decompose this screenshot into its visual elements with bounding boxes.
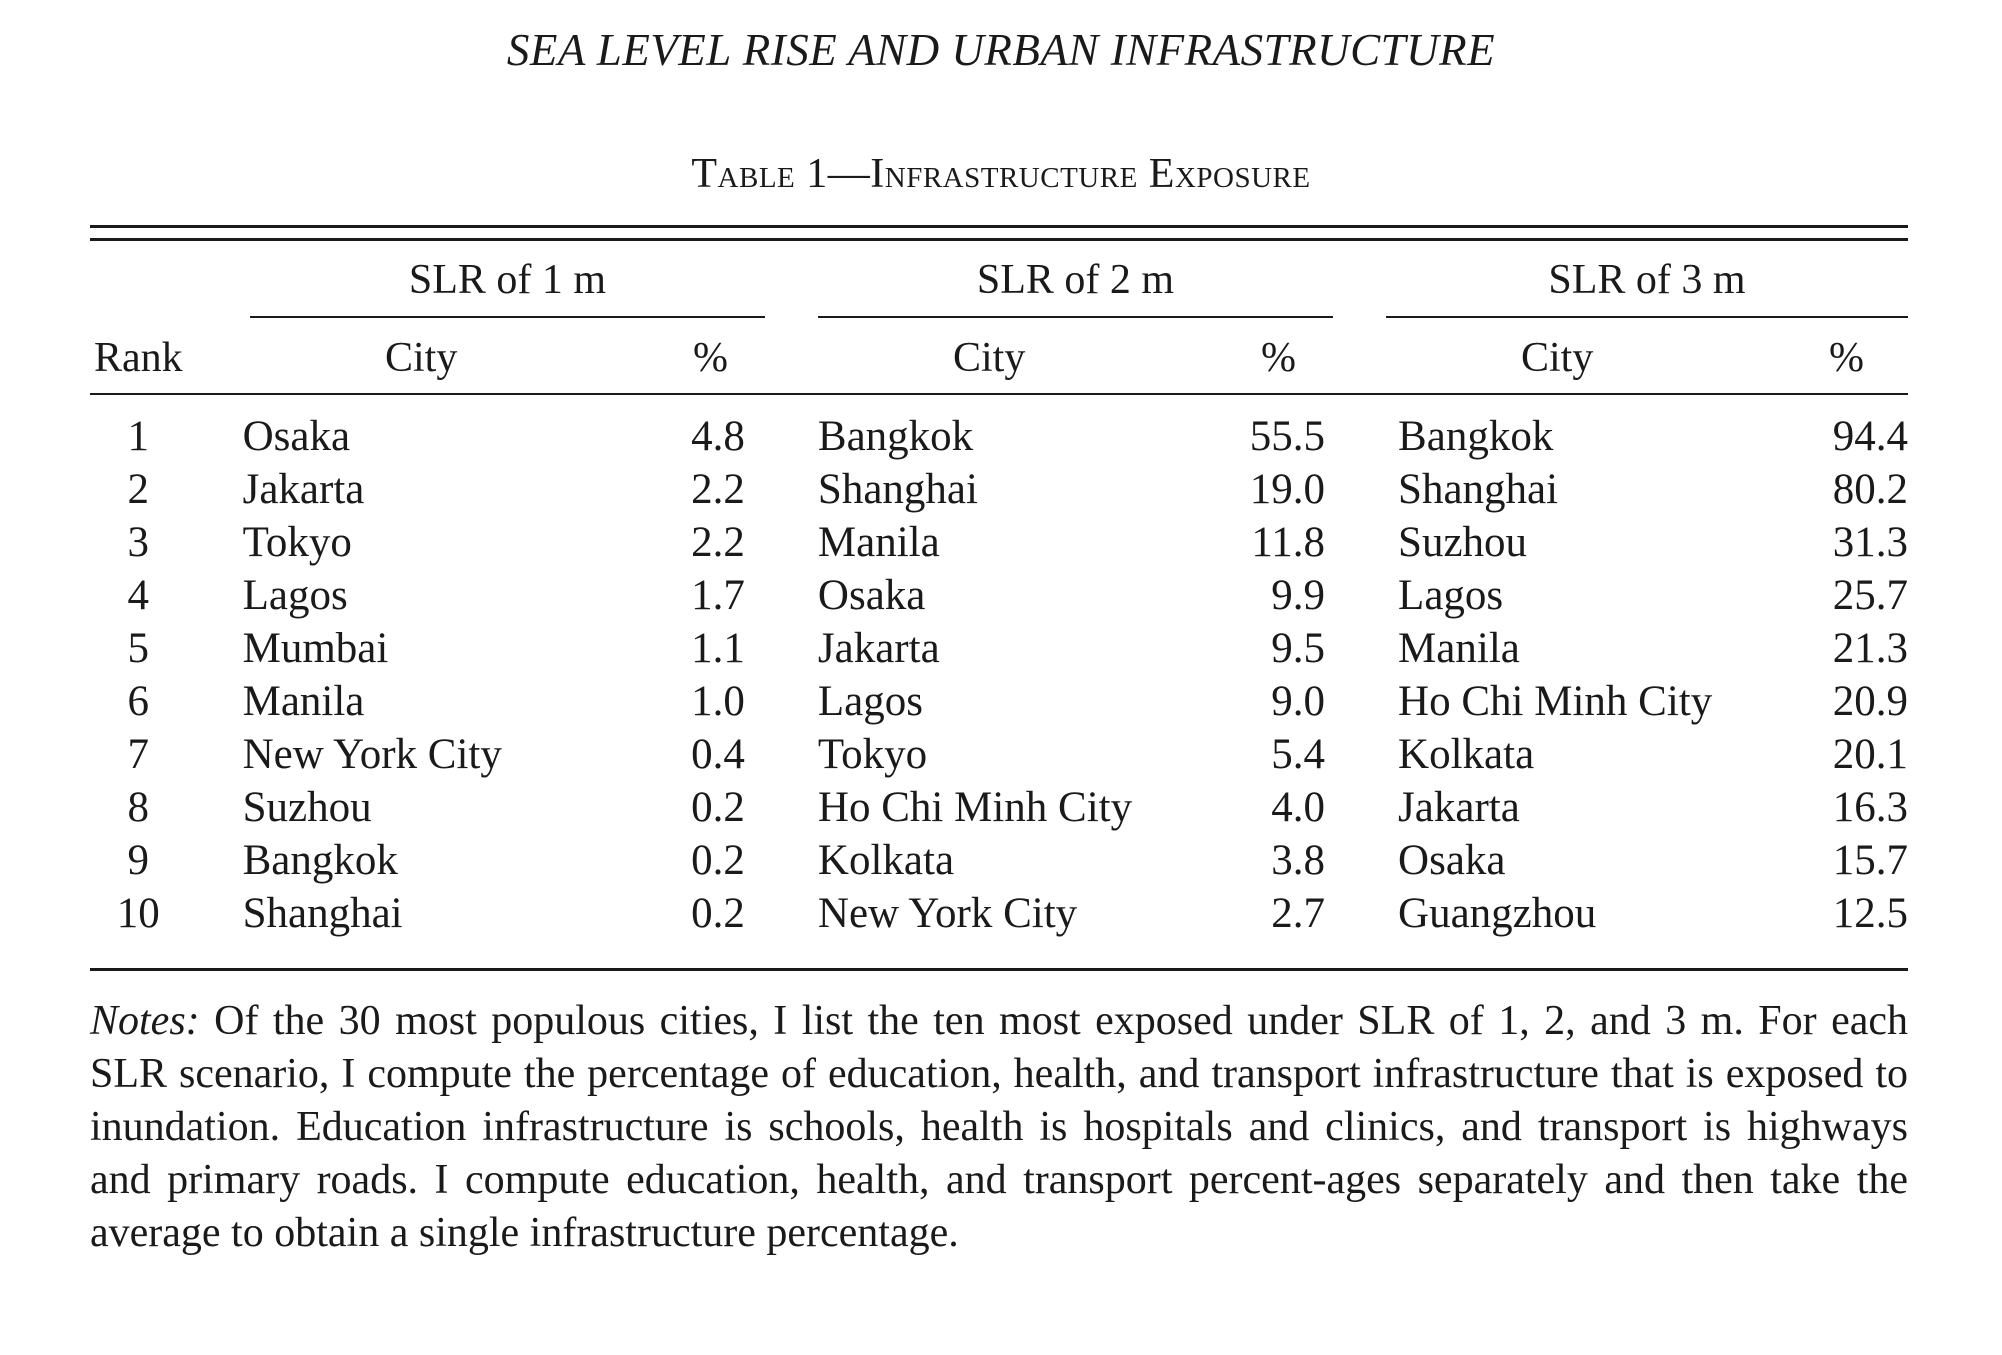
city-2m-cell: Jakarta	[817, 625, 940, 672]
city-2m-cell: Lagos	[817, 678, 923, 725]
city-1m-cell: Manila	[242, 678, 365, 725]
spacer	[1325, 887, 1398, 940]
rank-cell: 3	[127, 519, 149, 566]
rank-cell: 4	[127, 572, 149, 619]
rank-cell: 1	[127, 413, 149, 460]
city-3m-cell: Kolkata	[1398, 731, 1535, 778]
spacer	[186, 569, 242, 622]
pct-1m-cell: 0.2	[691, 890, 745, 937]
spacer	[1325, 781, 1398, 834]
city-2m-cell: Bangkok	[817, 413, 974, 460]
col-head-rank: Rank	[94, 335, 183, 381]
spacer	[745, 569, 818, 622]
city-3m-cell: Lagos	[1398, 572, 1504, 619]
spacer	[1325, 834, 1398, 887]
city-1m-cell: Suzhou	[242, 784, 372, 831]
table-row	[90, 834, 1908, 887]
caption-title: Infrastructure Exposure	[870, 151, 1311, 197]
table-row	[90, 622, 1908, 675]
bottom-rule	[90, 968, 1908, 971]
city-3m-cell: Suzhou	[1398, 519, 1528, 566]
city-1m-cell: New York City	[242, 731, 502, 778]
city-3m-cell: Manila	[1398, 625, 1520, 672]
pct-2m-cell: 2.7	[1271, 890, 1325, 937]
city-1m-cell: Lagos	[242, 572, 348, 619]
pct-3m-cell: 25.7	[1832, 572, 1908, 619]
city-1m-cell: Tokyo	[242, 519, 352, 566]
spacer	[186, 728, 242, 781]
spacer	[186, 887, 242, 940]
city-1m-cell: Jakarta	[242, 466, 365, 513]
header-rule	[90, 393, 1908, 395]
group-head-slr-2m: SLR of 2 m	[976, 257, 1175, 303]
table-caption	[0, 150, 2002, 198]
group-underline-1m	[250, 316, 765, 318]
pct-2m-cell: 19.0	[1249, 466, 1325, 513]
spacer	[186, 463, 242, 516]
spacer	[745, 622, 818, 675]
spacer	[745, 516, 818, 569]
spacer	[186, 781, 242, 834]
pct-1m-cell: 1.0	[691, 678, 745, 725]
city-3m-cell: Ho Chi Minh City	[1398, 678, 1713, 725]
pct-3m-cell: 94.4	[1832, 413, 1908, 460]
city-1m-cell: Osaka	[242, 413, 351, 460]
spacer	[186, 516, 242, 569]
spacer	[745, 728, 818, 781]
table-row	[90, 569, 1908, 622]
spacer	[186, 834, 242, 887]
pct-3m-cell: 21.3	[1832, 625, 1908, 672]
city-2m-cell: Kolkata	[817, 837, 955, 884]
spacer	[745, 781, 818, 834]
city-2m-cell: New York City	[817, 890, 1078, 937]
group-underline-3m	[1386, 316, 1908, 318]
rank-cell: 6	[127, 678, 149, 725]
caption-prefix: Table 1	[691, 151, 828, 197]
table-row	[90, 781, 1908, 834]
rank-cell: 9	[127, 837, 149, 884]
spacer	[1325, 410, 1398, 463]
col-head-city-1m: City	[385, 335, 458, 381]
pct-3m-cell: 20.9	[1832, 678, 1908, 725]
pct-1m-cell: 2.2	[691, 519, 745, 566]
pct-3m-cell: 20.1	[1832, 731, 1908, 778]
col-head-pct-2m: %	[1261, 335, 1296, 381]
notes-label: Notes:	[90, 998, 200, 1044]
pct-3m-cell: 15.7	[1832, 837, 1908, 884]
notes-text: Of the 30 most populous cities, I list the ten most exposed under SLR of 1, 2, and 3 m. For each SLR scenario, I compute the percentage of education, health, and transport infrastructure that is exposed to inundation. Education infrastructure is schools, health is hospitals and clinics, and transport is highways and primary roads. I compute education, health, and transport percent-ages separately and then take the average to obtain a single infrastructure percentage.	[90, 998, 1909, 1256]
spacer	[1325, 675, 1398, 728]
running-head: SEA LEVEL RISE AND URBAN INFRASTRUCTURE	[506, 25, 1496, 75]
spacer	[1325, 728, 1398, 781]
pct-2m-cell: 11.8	[1251, 519, 1325, 566]
group-underline-2m	[818, 316, 1333, 318]
rank-cell: 7	[127, 731, 149, 778]
pct-2m-cell: 4.0	[1271, 784, 1325, 831]
pct-1m-cell: 0.2	[691, 837, 745, 884]
city-2m-cell: Ho Chi Minh City	[817, 784, 1133, 831]
table-body	[90, 410, 1908, 940]
spacer	[1325, 516, 1398, 569]
city-3m-cell: Guangzhou	[1398, 890, 1597, 937]
group-head-slr-3m: SLR of 3 m	[1548, 257, 1746, 303]
group-head-slr-1m: SLR of 1 m	[408, 257, 607, 303]
city-3m-cell: Bangkok	[1398, 413, 1554, 460]
pct-3m-cell: 80.2	[1832, 466, 1908, 513]
pct-1m-cell: 4.8	[691, 413, 745, 460]
pct-1m-cell: 0.2	[691, 784, 745, 831]
col-head-pct-1m: %	[693, 335, 728, 381]
pct-3m-cell: 31.3	[1832, 519, 1908, 566]
spacer	[745, 410, 818, 463]
pct-1m-cell: 2.2	[691, 466, 745, 513]
col-head-city-3m: City	[1521, 335, 1594, 381]
rank-cell: 5	[127, 625, 149, 672]
pct-2m-cell: 9.5	[1271, 625, 1325, 672]
city-2m-cell: Shanghai	[817, 466, 978, 513]
pct-2m-cell: 9.9	[1271, 572, 1325, 619]
pct-2m-cell: 55.5	[1249, 413, 1325, 460]
rank-cell: 10	[116, 890, 160, 937]
top-rule-2	[90, 238, 1908, 241]
col-head-pct-3m: %	[1829, 335, 1864, 381]
col-head-city-2m: City	[953, 335, 1026, 381]
rank-cell: 2	[127, 466, 149, 513]
spacer	[1325, 622, 1398, 675]
table-row	[90, 728, 1908, 781]
pct-2m-cell: 5.4	[1271, 731, 1325, 778]
pct-1m-cell: 1.1	[691, 625, 745, 672]
spacer	[186, 410, 242, 463]
exposure-table	[90, 410, 1908, 940]
table-row	[90, 675, 1908, 728]
top-rule-1	[90, 225, 1908, 228]
city-1m-cell: Bangkok	[242, 837, 398, 884]
spacer	[1325, 463, 1398, 516]
spacer	[745, 463, 818, 516]
caption-dash: —	[827, 151, 871, 197]
pct-1m-cell: 0.4	[691, 731, 745, 778]
city-2m-cell: Osaka	[817, 572, 926, 619]
city-1m-cell: Shanghai	[242, 890, 403, 937]
city-2m-cell: Tokyo	[817, 731, 928, 778]
table-row	[90, 516, 1908, 569]
pct-2m-cell: 9.0	[1271, 678, 1325, 725]
table-row	[90, 410, 1908, 463]
spacer	[745, 887, 818, 940]
pct-2m-cell: 3.8	[1271, 837, 1325, 884]
spacer	[745, 834, 818, 887]
city-3m-cell: Shanghai	[1398, 466, 1559, 513]
pct-1m-cell: 1.7	[691, 572, 745, 619]
city-3m-cell: Osaka	[1398, 837, 1506, 884]
pct-3m-cell: 12.5	[1832, 890, 1908, 937]
table-notes	[90, 995, 1908, 1260]
pct-3m-cell: 16.3	[1832, 784, 1908, 831]
spacer	[1325, 569, 1398, 622]
table-row	[90, 887, 1908, 940]
spacer	[186, 675, 242, 728]
city-3m-cell: Jakarta	[1398, 784, 1520, 831]
city-2m-cell: Manila	[817, 519, 940, 566]
spacer	[745, 675, 818, 728]
table-row	[90, 463, 1908, 516]
rank-cell: 8	[127, 784, 149, 831]
city-1m-cell: Mumbai	[242, 625, 389, 672]
spacer	[186, 622, 242, 675]
